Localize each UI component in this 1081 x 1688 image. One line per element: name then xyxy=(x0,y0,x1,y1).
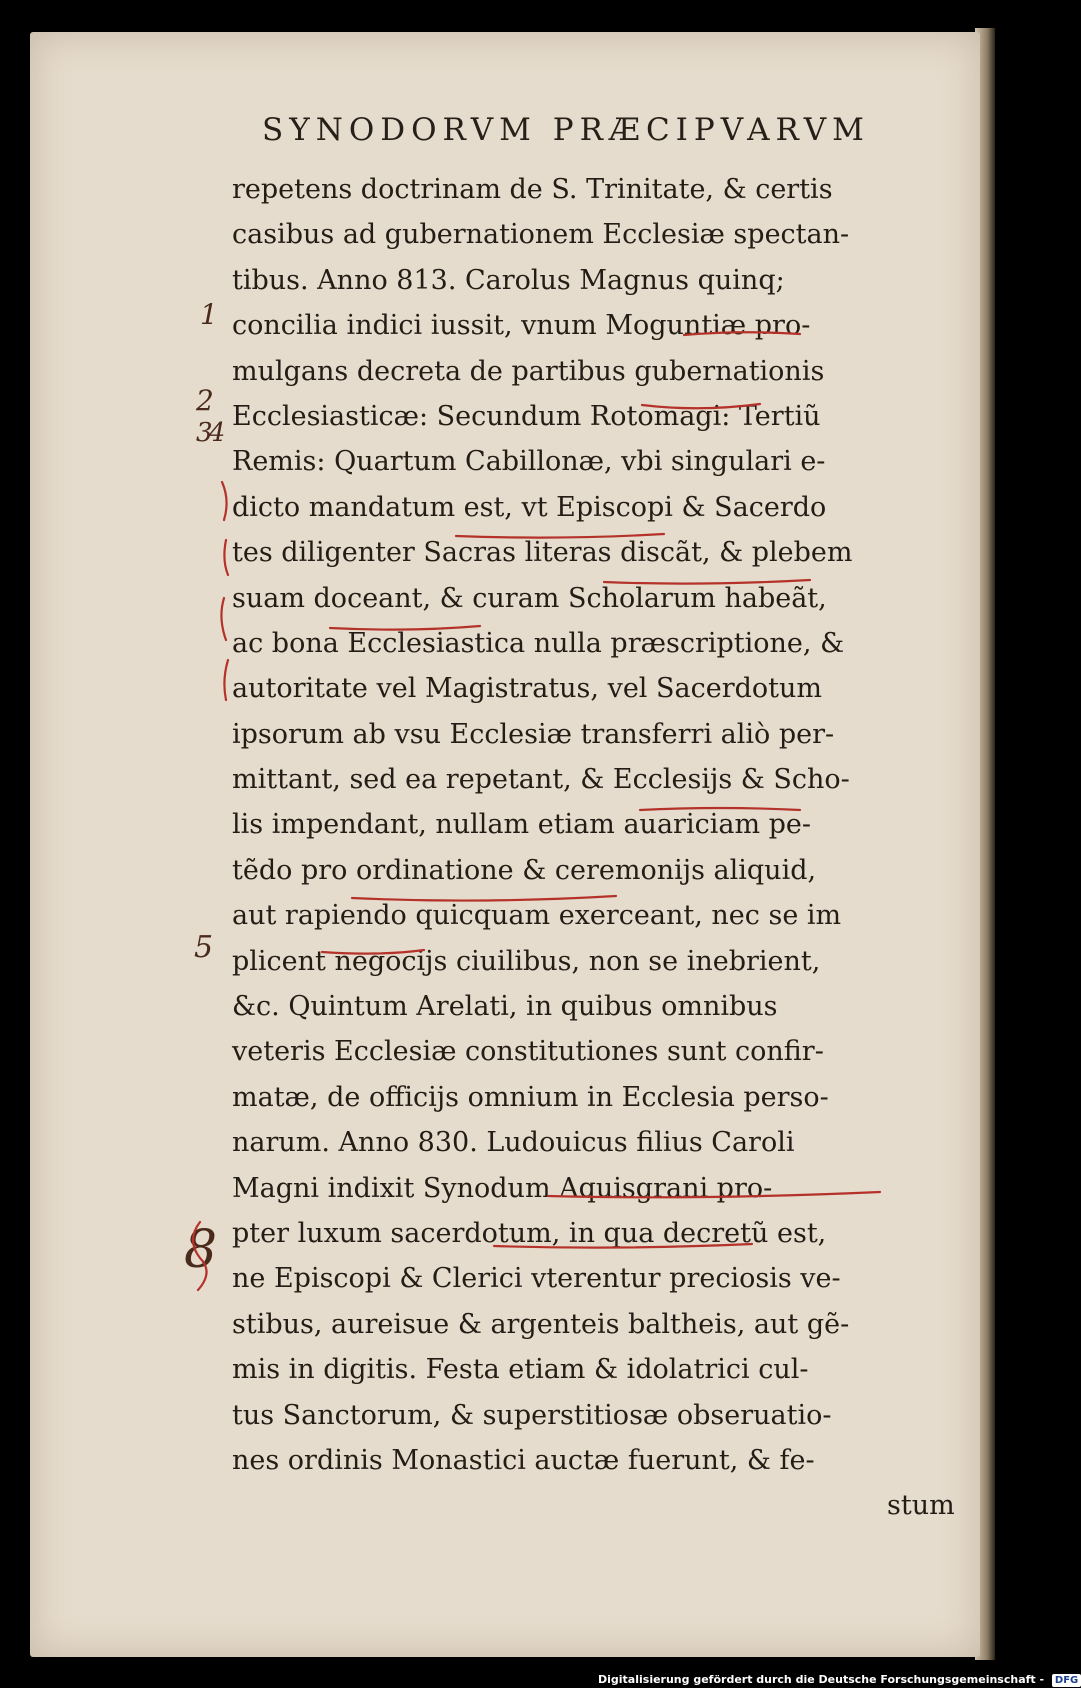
text-line: lis impendant, nullam etiam auariciam pe- xyxy=(232,809,812,841)
text-line: veteris Ecclesiæ constitutiones sunt confir- xyxy=(232,1036,824,1068)
text-line: suam doceant, & curam Scholarum habeãt, xyxy=(232,582,827,614)
text-line: Magni indixit Synodum Aquisgrani pro- xyxy=(232,1172,773,1204)
text-line: ipsorum ab vsu Ecclesiæ transferri aliò per- xyxy=(232,718,835,750)
text-line: stum xyxy=(887,1490,955,1522)
text-line: tibus. Anno 813. Carolus Magnus quinq; xyxy=(232,264,785,296)
underline-moguntiae xyxy=(684,332,800,335)
margin-note-1: 1 xyxy=(200,298,218,331)
text-line: tes diligenter Sacras literas discãt, & plebem xyxy=(232,537,853,569)
text-line: mis in digitis. Festa etiam & idolatrici cul- xyxy=(232,1354,809,1386)
bracket-loop xyxy=(193,1222,207,1290)
underline-quintum xyxy=(322,950,424,954)
text-line: mittant, sed ea repetant, & Ecclesijs & Scho- xyxy=(232,764,850,796)
text-line: pter luxum sacerdotum, in qua decretũ est, xyxy=(232,1217,827,1249)
text-line: tus Sanctorum, & superstitiosæ obseruatio- xyxy=(232,1399,832,1431)
underline-negocijs xyxy=(352,896,616,901)
margin-bracket xyxy=(221,482,228,700)
text-line: ac bona Ecclesiastica nulla præscriptione, & xyxy=(232,627,845,659)
text-line: Ecclesiasticæ: Secundum Rotomagi: Tertiũ xyxy=(232,400,821,432)
text-line: repetens doctrinam de S. Trinitate, & certis xyxy=(232,174,833,205)
text-line: stibus, aureisue & argenteis baltheis, aut gẽ- xyxy=(232,1308,850,1340)
footer-label: Digitalisierung gefördert durch die Deutsche Forschungsgemeinschaft - xyxy=(598,1673,1045,1686)
text-line: ne Episcopi & Clerici vterentur preciosis ve- xyxy=(232,1263,841,1295)
underline-rotomagi xyxy=(642,404,760,408)
text-line: dicto mandatum est, vt Episcopi & Sacerdo xyxy=(232,491,827,523)
text-line: autoritate vel Magistratus, vel Sacerdotum xyxy=(232,673,823,705)
underline-scholarum xyxy=(604,580,810,584)
text-line: mulgans decreta de partibus gubernationis xyxy=(232,355,825,387)
text-line: nes ordinis Monastici auctæ fuerunt, & fe- xyxy=(232,1444,815,1476)
text-line: concilia indici iussit, vnum Moguntiæ pro- xyxy=(232,310,811,342)
underline-sacras-literas xyxy=(456,534,664,538)
text-line: Remis: Quartum Cabillonæ, vbi singulari e- xyxy=(232,446,826,478)
running-head: SYNODORVM PRÆCIPVARVM xyxy=(262,112,870,148)
text-line: casibus ad gubernationem Ecclesiæ spectan- xyxy=(232,219,850,251)
text-line: narum. Anno 830. Ludouicus filius Caroli xyxy=(232,1127,795,1159)
margin-note-3-4: 3 4 xyxy=(196,418,220,448)
underline-bona-ecclesiastica xyxy=(330,626,480,630)
underline-vterentur xyxy=(548,1192,880,1197)
text-line: matæ, de officijs omnium in Ecclesia perso- xyxy=(232,1081,829,1113)
dfg-logo: DFG xyxy=(1052,1674,1081,1687)
margin-note-8: 8 xyxy=(184,1220,218,1280)
margin-note-5: 5 xyxy=(194,930,214,965)
text-line: &c. Quintum Arelati, in quibus omnibus xyxy=(232,991,778,1023)
underline-argenteis xyxy=(494,1244,752,1248)
text-line: tẽdo pro ordinatione & ceremonijs aliquid, xyxy=(232,854,817,886)
text-line: aut rapiendo quicquam exerceant, nec se im xyxy=(232,900,842,932)
digitization-footer xyxy=(598,1672,1079,1688)
text-line: plicent negocijs ciuilibus, non se inebrient, xyxy=(232,945,821,977)
margin-note-2: 2 xyxy=(196,384,214,417)
underline-auariciam xyxy=(640,808,800,810)
